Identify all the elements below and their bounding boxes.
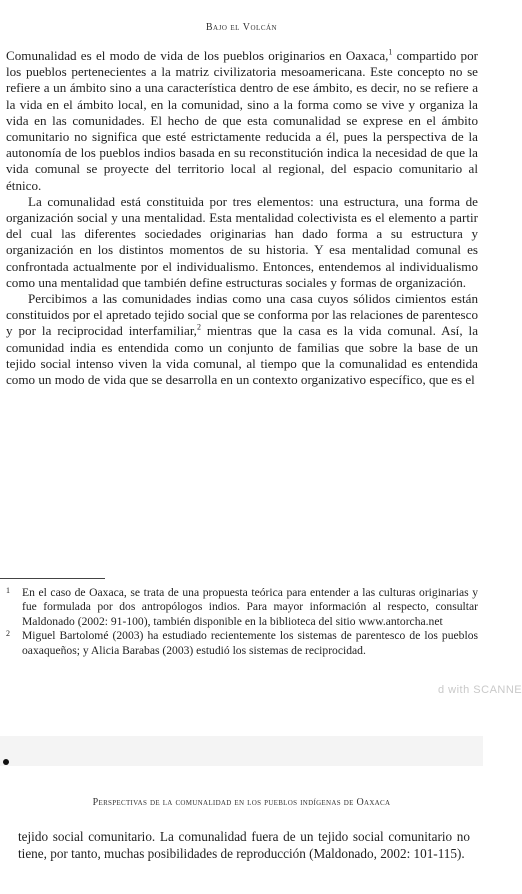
footnotes <box>6 586 478 658</box>
body-text <box>6 48 478 388</box>
paragraph-2: La comunalidad está constituida por tres elementos: una estructura, una forma de organización social y una mentalidad. Esta mentalidad colectivista es el elemento a partir del cual las diferentes sociedades originarias han dado forma a su estructura y organización en los distintos momentos de su historia. Y esa mentalidad comunal es confrontada actualmente por el individualismo. Entonces, entendemos al individualismo como una mentalidad que también define estructuras sociales y formas de organización. <box>6 193 478 290</box>
footnote-text: En el caso de Oaxaca, se trata de una propuesta teórica para entender a las culturas originarias y fue formulada por dos antropólogos indios. Para mayor información al respecto, consultar Maldonado (2002: 91-100), también disponible en la biblioteca del sitio www.antorcha.net <box>22 586 478 628</box>
paragraph-3-text-b: mientras que la casa es la vida comunal. Así, la comunidad india es entendida como un conjunto de familias que sobre la base de un tejido social intenso viven la vida comunal, al tiempo que la comunalidad es entendida como un modo de vida que se desarrolla en un contexto organizativo específico, que es el <box>6 323 479 388</box>
scanner-watermark: d with SCANNE <box>438 684 522 696</box>
footnote-number: 1 <box>6 586 10 595</box>
paragraph-3-text-a: Percibimos a las comunidades indias como una casa cuyos sólidos cimientos están constituidos por el apretado tejido social que se conforma por las relaciones de parentesco y por la reciprocidad interfamiliar, <box>6 291 478 339</box>
footnote-text: Miguel Bartolomé (2003) ha estudiado recientemente los sistemas de parentesco de los pueblos oaxaqueños; y Alicia Barabas (2003) estudió los sistemas de reciprocidad. <box>22 629 478 657</box>
running-head-next-page: Perspectivas de la comunalidad en los pueblos indígenas de Oaxaca <box>92 797 391 808</box>
running-head: Bajo el Volcán <box>205 22 278 33</box>
footnote-divider <box>0 578 105 579</box>
footnote <box>6 629 478 658</box>
paragraph-3 <box>6 291 478 388</box>
footnote-ref-2: 2 <box>196 323 201 333</box>
scan-speck <box>3 759 9 765</box>
next-page-text: tejido social comunitario. La comunalidad fuera de un tejido social comunitario no tiene, por tanto, muchas posibilidades de reproducción (Maldonado, 2002: 101-115). <box>18 829 470 861</box>
footnote-number: 2 <box>6 629 10 639</box>
page-break <box>0 736 483 766</box>
footnote-ref-1: 1 <box>388 47 393 57</box>
paragraph-1-text-a: Comunalidad es el modo de vida de los pueblos originarios en Oaxaca, <box>6 48 389 63</box>
paragraph-1-text-b: compartido por los pueblos pertenecientes a la matriz civilizatoria mesoamericana. Este concepto no se refiere a un ámbito sino a una característica dentro de ese ámbito, es decir, no se refiere a la vida en el ámbito local, en la comunidad, sino a la forma como se vive y organiza la vida en las comunidades. El hecho de que esta comunalidad se exprese en el ámbito comunitario no significa que esté estrictamente reducida a él, pues la perspectiva de la autonomía de los pueblos indios basada en su reconstitución indica la necesidad de que la vida comunal se proyecte del territorio local al regional, del espacio comunitario al étnico. <box>6 48 478 193</box>
footnote <box>6 586 478 629</box>
paragraph-1 <box>6 48 478 194</box>
